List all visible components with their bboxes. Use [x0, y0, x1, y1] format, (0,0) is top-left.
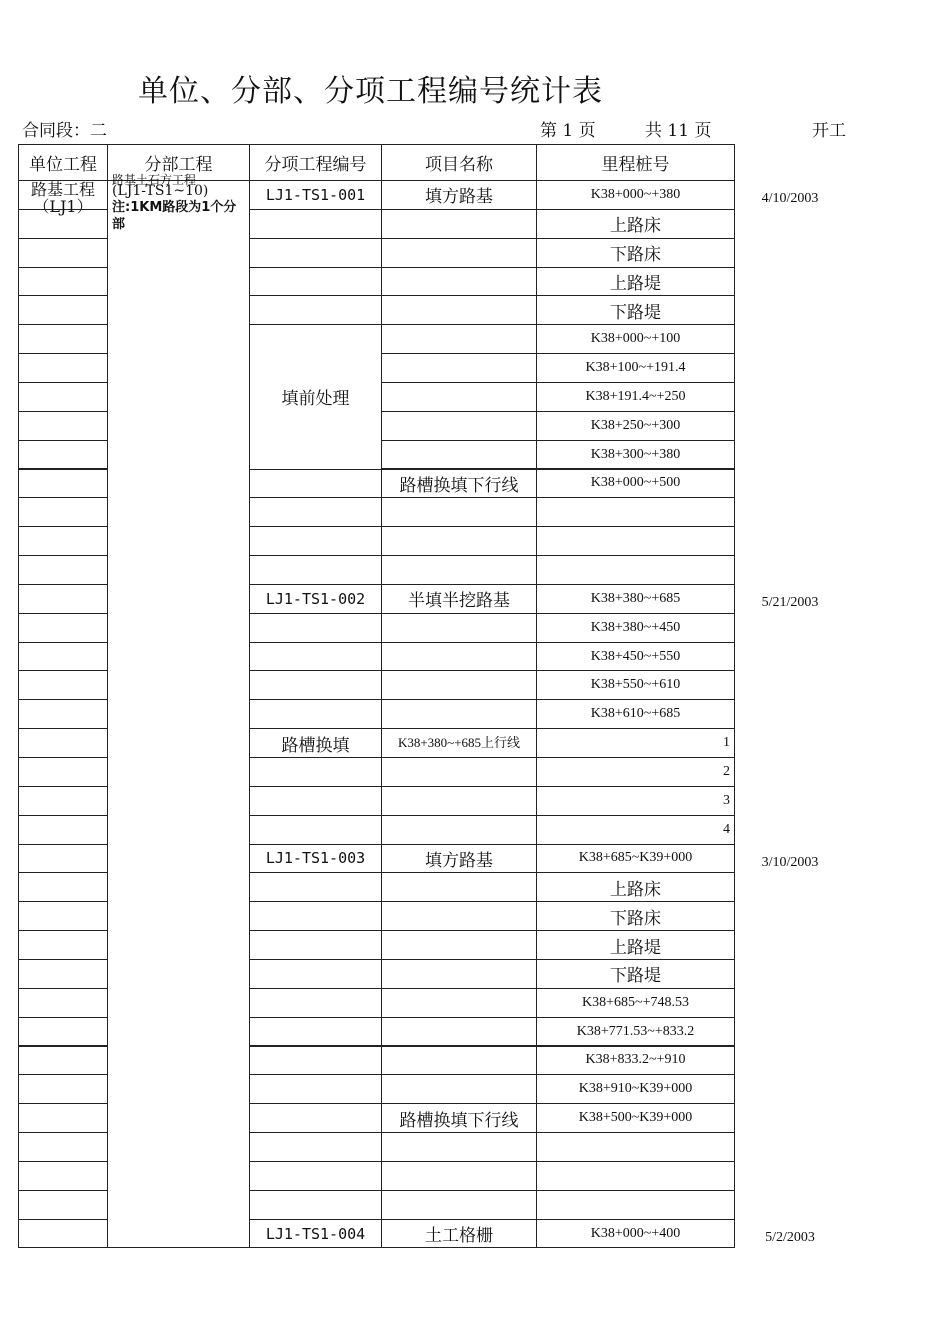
- table-cell: [381, 757, 537, 787]
- chainage: K38+191.4~+250: [536, 382, 735, 412]
- table-cell: [249, 295, 382, 325]
- table-cell: [381, 670, 537, 700]
- chainage: 下路床: [536, 901, 735, 931]
- chainage: K38+833.2~+910: [536, 1046, 735, 1076]
- table-cell: [381, 238, 537, 268]
- chainage: K38+300~+380: [536, 440, 735, 470]
- table-cell: [249, 930, 382, 960]
- project-name: 路槽换填下行线: [381, 1103, 537, 1133]
- header-project-name: 项目名称: [381, 144, 537, 181]
- start-date: 4/10/2003: [761, 191, 819, 206]
- table-cell: [18, 901, 108, 931]
- item-code: LJ1-TS1-003: [249, 844, 382, 874]
- item-code: LJ1-TS1-002: [249, 584, 382, 614]
- table-cell: [249, 959, 382, 989]
- header-division: 分部工程: [107, 144, 250, 181]
- table-cell: [249, 1017, 382, 1047]
- table-cell: [249, 786, 382, 816]
- table-cell: [249, 1046, 382, 1076]
- table-cell: [381, 901, 537, 931]
- table-cell: [249, 469, 382, 499]
- table-cell: [249, 1132, 382, 1162]
- chainage: K38+000~+500: [536, 469, 735, 499]
- table-cell: [18, 382, 108, 412]
- table-cell: [18, 844, 108, 874]
- table-cell: [18, 1074, 108, 1104]
- table-cell: [249, 901, 382, 931]
- table-cell: [18, 930, 108, 960]
- chainage: 1: [536, 728, 735, 758]
- table-cell: [381, 988, 537, 1018]
- chainage: K38+100~+191.4: [536, 353, 735, 383]
- table-cell: [249, 613, 382, 643]
- table-cell: [381, 267, 537, 297]
- division-cell: [107, 173, 250, 1248]
- table-cell: [18, 584, 108, 614]
- table-cell: [18, 670, 108, 700]
- table-cell: [249, 757, 382, 787]
- table-cell: [18, 267, 108, 297]
- table-cell: [18, 353, 108, 383]
- project-name: K38+380~+685上行线: [381, 728, 537, 758]
- chainage: K38+550~+610: [536, 670, 735, 700]
- table-cell: [18, 642, 108, 672]
- project-name: 土工格栅: [381, 1219, 537, 1249]
- project-name: 半填半挖路基: [381, 584, 537, 614]
- table-cell: [381, 815, 537, 845]
- table-cell: [536, 1161, 735, 1191]
- chainage: K38+000~+100: [536, 324, 735, 354]
- table-cell: [249, 209, 382, 239]
- table-cell: [18, 959, 108, 989]
- table-cell: [536, 526, 735, 556]
- table-cell: [381, 786, 537, 816]
- header-unit: 单位工程: [18, 144, 108, 181]
- unit-project-cell: 路基工程（LJ1）: [18, 180, 108, 210]
- start-date: 3/10/2003: [761, 854, 819, 870]
- chainage: 下路床: [536, 238, 735, 268]
- table-cell: [18, 1103, 108, 1133]
- table-cell: [18, 1132, 108, 1162]
- table-cell: [18, 872, 108, 902]
- table-cell: [18, 526, 108, 556]
- table-cell: [381, 411, 537, 441]
- table-cell: [18, 411, 108, 441]
- table-cell: [18, 757, 108, 787]
- table-cell: [249, 1103, 382, 1133]
- table-cell: [18, 440, 108, 470]
- header-item-code: 分项工程编号: [249, 144, 382, 181]
- chainage: K38+250~+300: [536, 411, 735, 441]
- chainage: K38+610~+685: [536, 699, 735, 729]
- table-cell: [536, 1132, 735, 1162]
- chainage: K38+500~K39+000: [536, 1103, 735, 1133]
- table-cell: [18, 295, 108, 325]
- table-cell: [18, 209, 108, 239]
- table-cell: [18, 555, 108, 585]
- chainage: 2: [536, 757, 735, 787]
- table-cell: [249, 267, 382, 297]
- table-cell: [381, 1161, 537, 1191]
- table-cell: [249, 555, 382, 585]
- chainage: 上路堤: [536, 267, 735, 297]
- table-cell: [381, 613, 537, 643]
- pre-fill-cell: 填前处理: [249, 324, 382, 469]
- chainage: 3: [536, 786, 735, 816]
- header-chainage: 里程桩号: [536, 144, 735, 181]
- table-cell: [249, 815, 382, 845]
- project-name: 路槽换填下行线: [381, 469, 537, 499]
- chainage: 下路堤: [536, 959, 735, 989]
- division-name: 路基土石方工程: [112, 173, 197, 187]
- table-cell: [381, 642, 537, 672]
- table-cell: [381, 440, 537, 470]
- table-cell: [18, 1017, 108, 1047]
- table-cell: [381, 1046, 537, 1076]
- chainage: K38+685~+748.53: [536, 988, 735, 1018]
- table-cell: [381, 295, 537, 325]
- table-cell: [249, 1161, 382, 1191]
- table-cell: [18, 815, 108, 845]
- chainage: K38+450~+550: [536, 642, 735, 672]
- project-name: 填方路基: [381, 180, 537, 210]
- table-cell: [249, 526, 382, 556]
- table-cell: [18, 1219, 108, 1249]
- table-cell: [381, 930, 537, 960]
- table-cell: [381, 1074, 537, 1104]
- table-cell: [249, 238, 382, 268]
- start-date: 5/21/2003: [761, 594, 819, 610]
- table-cell: [249, 1074, 382, 1104]
- table-cell: [18, 324, 108, 354]
- statistics-table: [18, 144, 734, 1253]
- table-cell: [381, 872, 537, 902]
- table-cell: [18, 469, 108, 499]
- project-name: 填方路基: [381, 844, 537, 874]
- table-cell: [18, 728, 108, 758]
- chainage: K38+685~K39+000: [536, 844, 735, 874]
- table-cell: [18, 1161, 108, 1191]
- item-code: LJ1-TS1-004: [249, 1219, 382, 1249]
- chainage: 4: [536, 815, 735, 845]
- item-code: LJ1-TS1-001: [249, 180, 382, 210]
- division-code-range: (LJ1-TS1~10): [112, 183, 209, 199]
- table-cell: [18, 699, 108, 729]
- table-cell: [18, 613, 108, 643]
- table-cell: [18, 1046, 108, 1076]
- chainage: K38+380~+450: [536, 613, 735, 643]
- table-cell: [249, 670, 382, 700]
- table-cell: [381, 555, 537, 585]
- chainage: 下路堤: [536, 295, 735, 325]
- chainage: 上路床: [536, 872, 735, 902]
- table-cell: [18, 497, 108, 527]
- table-cell: [381, 324, 537, 354]
- chainage: K38+000~+400: [536, 1219, 735, 1249]
- chainage: K38+000~+380: [536, 180, 735, 210]
- table-cell: [381, 526, 537, 556]
- table-cell: [381, 353, 537, 383]
- table-cell: [536, 497, 735, 527]
- table-cell: [381, 1017, 537, 1047]
- chainage: K38+380~+685: [536, 584, 735, 614]
- chainage: K38+771.53~+833.2: [536, 1017, 735, 1047]
- table-cell: [381, 959, 537, 989]
- chainage: 上路床: [536, 209, 735, 239]
- table-cell: 路槽换填: [249, 728, 382, 758]
- table-cell: [249, 699, 382, 729]
- page-total: 共 11 页: [645, 121, 712, 141]
- chainage: 上路堤: [536, 930, 735, 960]
- table-cell: [381, 497, 537, 527]
- table-cell: [18, 988, 108, 1018]
- table-cell: [18, 1190, 108, 1220]
- contract-section: 合同段：二: [22, 121, 107, 141]
- table-cell: [18, 786, 108, 816]
- table-cell: [249, 497, 382, 527]
- table-cell: [18, 238, 108, 268]
- division-text: [112, 175, 249, 233]
- table-cell: [381, 699, 537, 729]
- start-date-label: 开工: [812, 121, 846, 141]
- table-cell: [381, 209, 537, 239]
- table-cell: [249, 872, 382, 902]
- table-cell: [536, 1190, 735, 1220]
- division-note: 注:1KM路段为1个分部: [112, 200, 237, 232]
- table-cell: [249, 642, 382, 672]
- page-title: 单位、分部、分项工程编号统计表: [138, 74, 603, 109]
- chainage: K38+910~K39+000: [536, 1074, 735, 1104]
- table-cell: [536, 555, 735, 585]
- table-cell: [249, 1190, 382, 1220]
- start-date: 5/2/2003: [765, 1229, 815, 1245]
- table-cell: [381, 1190, 537, 1220]
- table-cell: [249, 988, 382, 1018]
- table-cell: [381, 1132, 537, 1162]
- page-number: 第 1 页: [540, 121, 596, 141]
- table-cell: [381, 382, 537, 412]
